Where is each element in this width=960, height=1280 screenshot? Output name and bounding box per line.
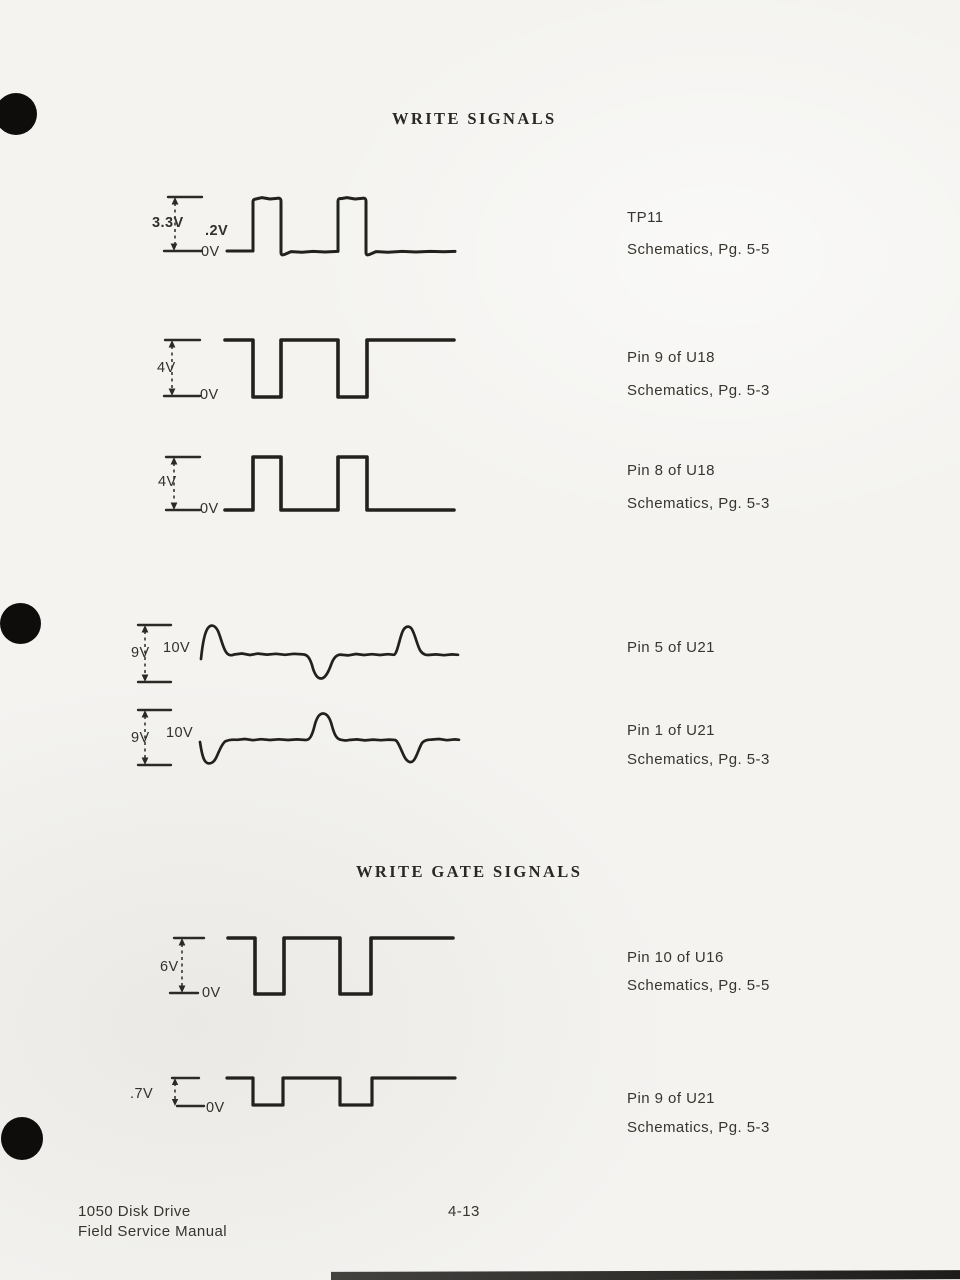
amplitude-label: 9V	[131, 730, 150, 746]
signal-ref-point: Pin 5 of U21	[627, 639, 715, 656]
baseline-label: 0V	[201, 244, 220, 260]
signal-ref-schematic: Schematics, Pg. 5-3	[627, 382, 770, 399]
amplitude-label: 9V	[131, 645, 150, 661]
signal-ref-point: Pin 8 of U18	[627, 462, 715, 479]
scan-edge-artifact	[331, 1270, 960, 1280]
signal-ref-point: Pin 1 of U21	[627, 722, 715, 739]
waveform-trace	[227, 198, 455, 255]
punch-hole-bottom	[1, 1117, 43, 1160]
footer-manual-title-line2: Field Service Manual	[78, 1223, 228, 1240]
signal-ref-schematic: Schematics, Pg. 5-3	[627, 495, 770, 512]
signal-ref-point: TP11	[627, 209, 664, 226]
punch-hole-top	[0, 93, 37, 135]
signal-ref-schematic: Schematics, Pg. 5-3	[627, 751, 770, 768]
signal-ref-schematic: Schematics, Pg. 5-5	[627, 977, 770, 994]
waveform-trace	[200, 714, 459, 764]
amplitude-label: 4V	[158, 474, 177, 490]
waveform-trace	[201, 626, 458, 679]
waveform-trace	[225, 457, 454, 510]
level-label: 10V	[163, 640, 191, 656]
waveform-trace	[228, 938, 453, 994]
signal-ref-schematic: Schematics, Pg. 5-5	[627, 241, 770, 258]
baseline-label: 0V	[200, 501, 219, 517]
section-title-write-gate-signals: WRITE GATE SIGNALS	[356, 862, 583, 881]
waveform-figure-u16-pin10	[150, 930, 470, 1010]
amplitude-label: 3.3V	[152, 215, 184, 231]
punch-hole-middle	[0, 603, 41, 644]
signal-ref-point: Pin 9 of U18	[627, 349, 715, 366]
level-label: .2V	[205, 223, 229, 239]
amplitude-label: 4V	[157, 360, 176, 376]
amplitude-label: .7V	[130, 1086, 154, 1102]
footer-page-number: 4-13	[448, 1203, 480, 1220]
waveform-figure-tp11	[150, 185, 470, 270]
baseline-label: 0V	[200, 387, 219, 403]
waveform-figure-u21-pin9	[125, 1065, 470, 1125]
signal-ref-point: Pin 9 of U21	[627, 1090, 715, 1107]
signal-ref-schematic: Schematics, Pg. 5-3	[627, 1119, 770, 1136]
section-title-write-signals: WRITE SIGNALS	[392, 109, 557, 128]
waveform-figure-u18-pin9	[150, 330, 470, 410]
waveform-trace	[225, 340, 454, 397]
baseline-label: 0V	[206, 1100, 225, 1116]
amplitude-label: 6V	[160, 959, 179, 975]
baseline-label: 0V	[202, 985, 221, 1001]
footer-manual-title-line1: 1050 Disk Drive	[78, 1203, 191, 1220]
waveform-trace	[227, 1078, 455, 1105]
waveform-figure-u18-pin8	[150, 445, 470, 525]
signal-ref-point: Pin 10 of U16	[627, 949, 724, 966]
level-label: 10V	[166, 725, 194, 741]
